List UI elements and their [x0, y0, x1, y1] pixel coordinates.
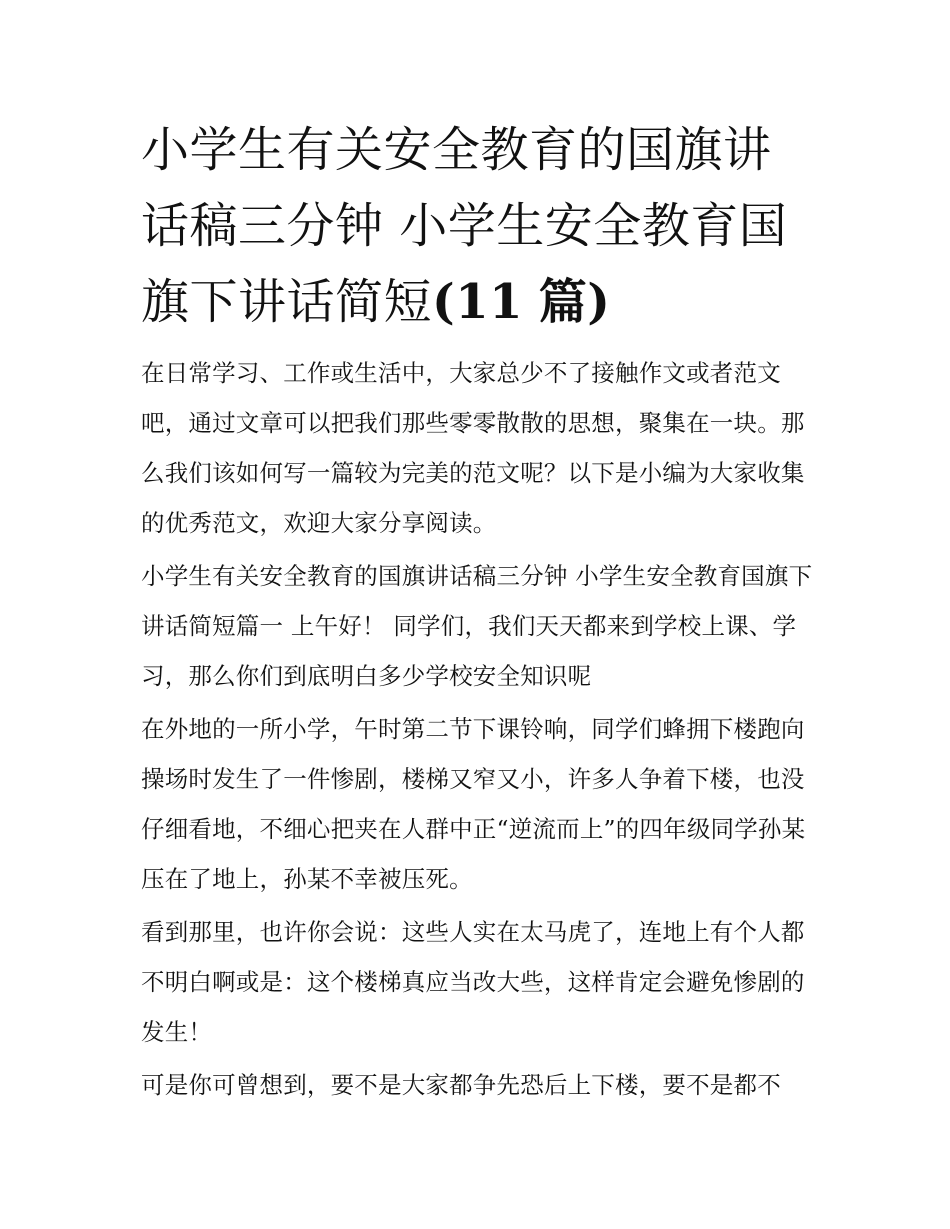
document-title — [141, 112, 813, 340]
document-content — [141, 112, 813, 1113]
title-space — [523, 274, 539, 330]
paragraph-reaction: 看到那里，也许你会说：这些人实在太马虎了，连地上有个人都不明白啊或是：这个楼梯真应当改大些，这样肯定会避免惨剧的发生！ — [141, 918, 805, 1046]
paragraph-reflection: 可是你可曾想到，要不是大家都争先恐后上下楼，要不是都不 — [141, 1071, 781, 1099]
title-suffix: 篇) — [538, 274, 611, 330]
title-main: 小学生有关安全教育的国旗讲话稿三分钟 小学生安全教育国旗下讲话简短 — [141, 122, 788, 330]
paragraph-incident: 在外地的一所小学，午时第二节下课铃响，同学们蜂拥下楼跑向操场时发生了一件惨剧，楼梯又窄又小，许多人争着下楼，也没仔细看地，不细心把夹在人群中正“逆流而上”的四年级同学孙某压在了地上，孙某不幸被压死。 — [141, 715, 806, 893]
paragraph-speech-opening: 小学生有关安全教育的国旗讲话稿三分钟 小学生安全教育国旗下讲话简短篇一 上午好！ 同学们，我们天天都来到学校上课、学习，那么你们到底明白多少学校安全知识呢 — [141, 562, 813, 690]
title-count: (11 — [432, 274, 524, 330]
paragraph-intro: 在日常学习、工作或生活中，大家总少不了接触作文或者范文吧，通过文章可以把我们那些零零散散的思想，聚集在一块。那么我们该如何写一篇较为完美的范文呢？以下是小编为大家收集的优秀范文，欢迎大家分享阅读。 — [141, 359, 805, 537]
